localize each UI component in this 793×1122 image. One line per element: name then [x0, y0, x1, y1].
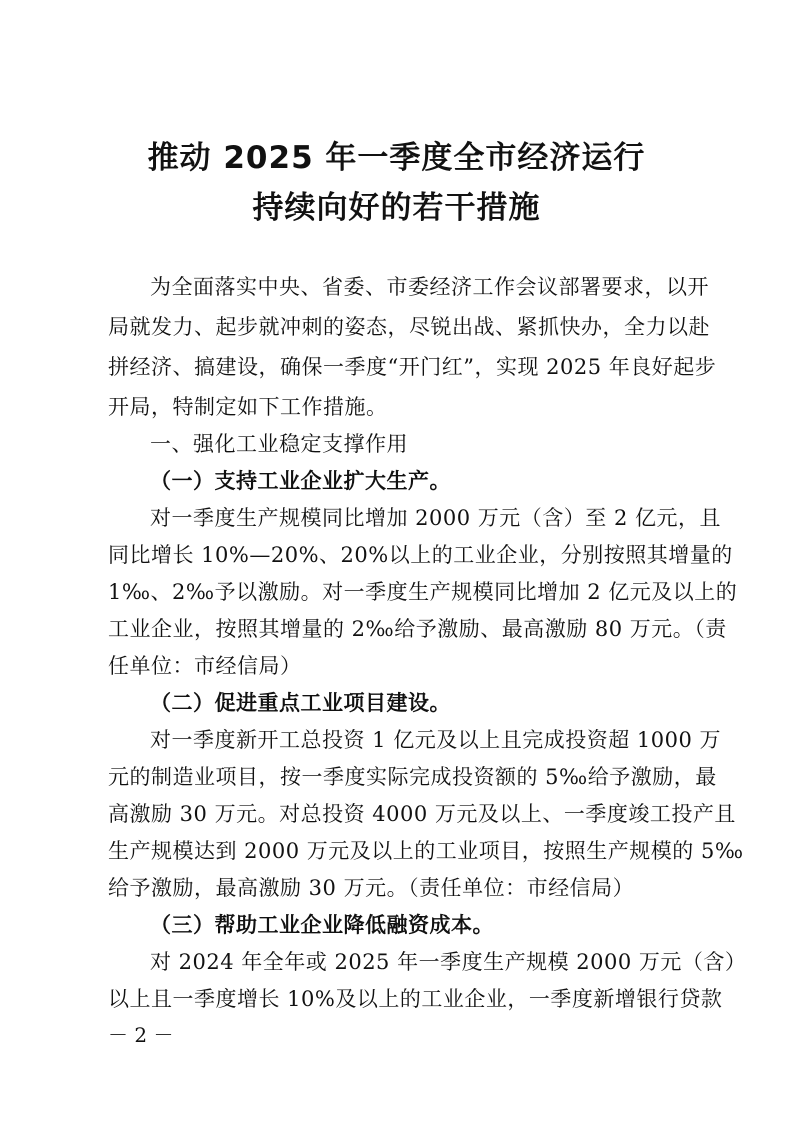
subsection-heading: （一）支持工业企业扩大生产。 [150, 468, 451, 493]
body-paragraph-line: 同比增长 10%—20%、20%以上的工业企业，分别按照其增量的 [108, 543, 733, 567]
document-title-line-2: 持续向好的若干措施 [252, 190, 541, 226]
body-paragraph-line: 生产规模达到 2000 万元及以上的工业项目，按照生产规模的 5‰ [108, 839, 744, 863]
page-number: － 2 － [108, 1023, 174, 1047]
intro-paragraph-line: 为全面落实中央、省委、市委经济工作会议部署要求，以开 [150, 275, 709, 299]
body-paragraph-line: 对一季度生产规模同比增加 2000 万元（含）至 2 亿元，且 [150, 506, 722, 530]
intro-paragraph-line: 拼经济、搞建设，确保一季度“开门红”，实现 2025 年良好起步 [108, 355, 717, 379]
body-paragraph-line: 工业企业，按照其增量的 2‰给予激励、最高激励 80 万元。（责 [108, 617, 727, 641]
section-heading: 一、强化工业稳定支撑作用 [150, 432, 408, 456]
body-paragraph-line: 任单位：市经信局） [108, 654, 302, 678]
body-paragraph-line: 高激励 30 万元。对总投资 4000 万元及以上、一季度竣工投产且 [108, 802, 736, 826]
document-title-line-1: 推动 2025 年一季度全市经济运行 [147, 140, 646, 176]
body-paragraph-line: 以上且一季度增长 10%及以上的工业企业，一季度新增银行贷款 [108, 987, 723, 1011]
subsection-heading: （二）促进重点工业项目建设。 [150, 690, 451, 715]
subsection-heading: （三）帮助工业企业降低融资成本。 [150, 912, 494, 937]
body-paragraph-line: 对 2024 年全年或 2025 年一季度生产规模 2000 万元（含） [150, 950, 747, 974]
body-paragraph-line: 元的制造业项目，按一季度实际完成投资额的 5‰给予激励，最 [108, 765, 717, 789]
body-paragraph-line: 对一季度新开工总投资 1 亿元及以上且完成投资超 1000 万 [150, 728, 722, 752]
body-paragraph-line: 1‰、2‰予以激励。对一季度生产规模同比增加 2 亿元及以上的 [108, 580, 738, 604]
intro-paragraph-line: 局就发力、起步就冲刺的姿态，尽锐出战、紧抓快办，全力以赴 [108, 315, 710, 339]
intro-paragraph-line: 开局，特制定如下工作措施。 [108, 395, 388, 419]
body-paragraph-line: 给予激励，最高激励 30 万元。（责任单位：市经信局） [108, 876, 635, 900]
